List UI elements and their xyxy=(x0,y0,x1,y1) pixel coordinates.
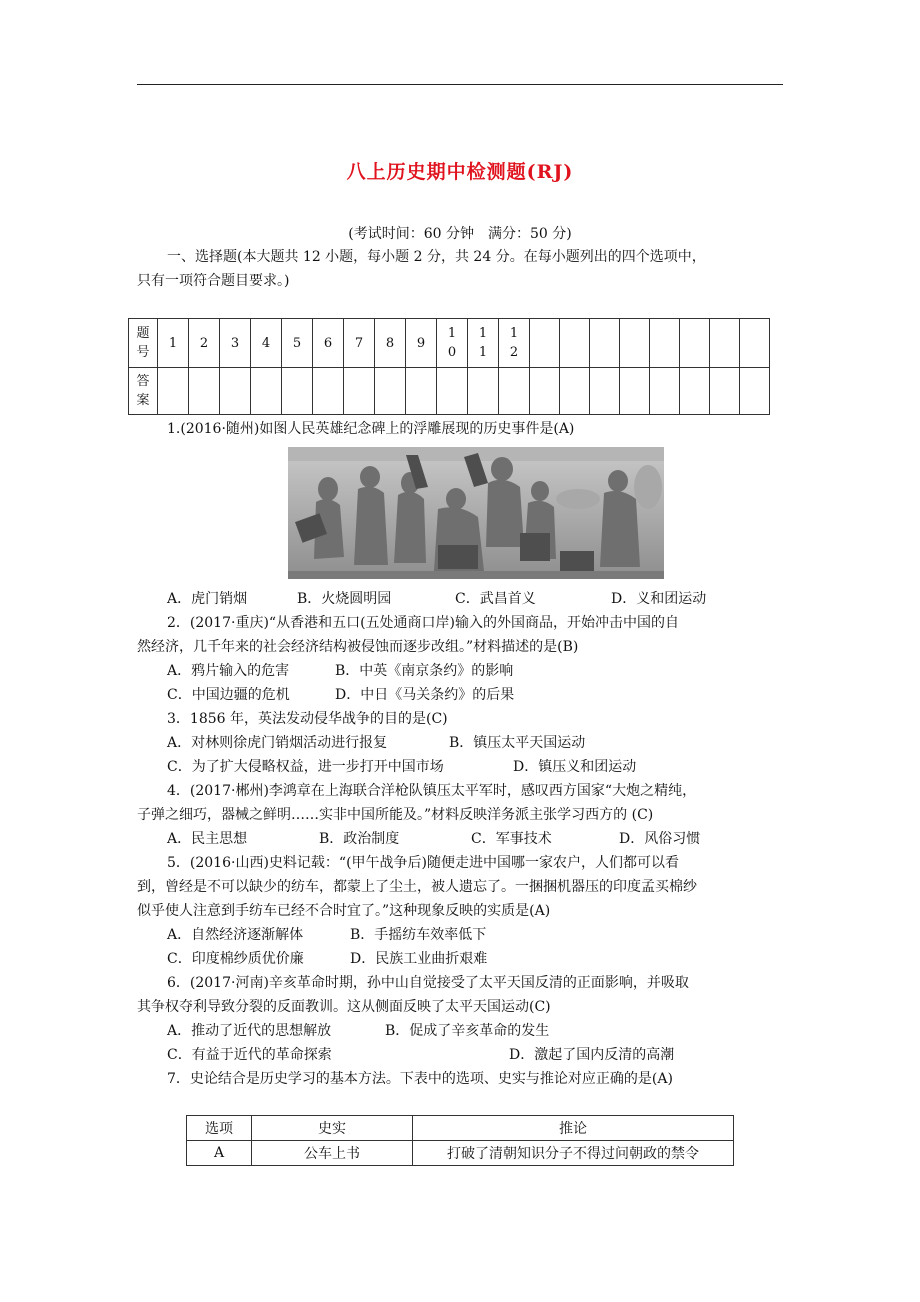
grid-empty xyxy=(590,368,620,415)
grid-empty xyxy=(740,319,770,368)
page-title: 八上历史期中检测题(RJ) xyxy=(346,161,574,183)
q7-table xyxy=(186,1115,734,1166)
grid-number: 1 xyxy=(158,319,189,368)
grid-empty xyxy=(620,319,650,368)
grid-number: 1 1 xyxy=(468,319,499,368)
grid-number: 4 xyxy=(251,319,282,368)
table-cell: 打破了清朝知识分子不得过问朝政的禁令 xyxy=(413,1141,734,1166)
option-d[interactable]: D．民族工业曲折艰难 xyxy=(350,951,488,967)
answer-cell[interactable] xyxy=(158,368,189,415)
option-c[interactable]: C．武昌首义 xyxy=(455,591,536,607)
q4-stem: 4．(2017·郴州)李鸿章在上海联合洋枪队镇压太平军时，感叹西方国家“大炮之精纯， xyxy=(167,783,697,799)
q3-options-row2 xyxy=(137,757,813,777)
option-b[interactable]: B．促成了辛亥革命的发生 xyxy=(385,1023,550,1039)
option-a[interactable]: A．推动了近代的思想解放 xyxy=(167,1023,332,1039)
answer-cell[interactable] xyxy=(189,368,220,415)
grid-number: 1 2 xyxy=(499,319,530,368)
grid-number: 3 xyxy=(220,319,251,368)
table-header: 选项 xyxy=(187,1116,252,1141)
q4-stem-cont: 子弹之细巧，器械之鲜明……实非中国所能及。”材料反映洋务派主张学习西方的 (C) xyxy=(137,807,654,823)
option-d[interactable]: D．镇压义和团运动 xyxy=(513,759,637,775)
answer-cell[interactable] xyxy=(220,368,251,415)
answer-cell[interactable] xyxy=(313,368,344,415)
option-a[interactable]: A．对林则徐虎门销烟活动进行报复 xyxy=(167,735,388,751)
option-c[interactable]: C．军事技术 xyxy=(471,831,552,847)
grid-empty xyxy=(740,368,770,415)
option-c[interactable]: C．中国边疆的危机 xyxy=(167,687,290,703)
header-rule xyxy=(137,84,783,85)
q5-options-row1 xyxy=(137,925,813,945)
q6-options-row1 xyxy=(137,1021,813,1041)
grid-empty xyxy=(560,319,590,368)
table-header: 推论 xyxy=(413,1116,734,1141)
option-d[interactable]: D．激起了国内反清的高潮 xyxy=(509,1047,675,1063)
option-b[interactable]: B．火烧圆明园 xyxy=(297,591,392,607)
option-d[interactable]: D．风俗习惯 xyxy=(619,831,701,847)
answer-cell[interactable] xyxy=(406,368,437,415)
answer-cell[interactable] xyxy=(251,368,282,415)
table-cell: A xyxy=(187,1141,252,1166)
grid-empty xyxy=(560,368,590,415)
exam-info: (考试时间：60 分钟 满分：50 分) xyxy=(348,226,572,242)
monument-relief-image xyxy=(288,447,664,579)
grid-empty xyxy=(680,368,710,415)
q2-stem-cont: 然经济，几千年来的社会经济结构被侵蚀而逐步改组。”材料描述的是(B) xyxy=(137,639,579,655)
table-cell: 公车上书 xyxy=(252,1141,413,1166)
grid-empty xyxy=(530,368,560,415)
option-d[interactable]: D．中日《马关条约》的后果 xyxy=(335,687,515,703)
grid-empty xyxy=(710,368,740,415)
table-row xyxy=(187,1141,734,1166)
grid-number: 6 xyxy=(313,319,344,368)
q1-options xyxy=(137,589,813,609)
answer-cell[interactable] xyxy=(437,368,468,415)
option-a[interactable]: A．自然经济逐渐解体 xyxy=(167,927,304,943)
option-a[interactable]: A．民主思想 xyxy=(167,831,248,847)
option-b[interactable]: B．镇压太平天国运动 xyxy=(449,735,586,751)
q6-stem: 6．(2017·河南)辛亥革命时期，孙中山自觉接受了太平天国反清的正面影响，并吸取 xyxy=(167,975,689,991)
grid-label-number: 题 号 xyxy=(129,319,158,368)
grid-number: 9 xyxy=(406,319,437,368)
grid-number: 1 0 xyxy=(437,319,468,368)
grid-number: 7 xyxy=(344,319,375,368)
q3-options-row1 xyxy=(137,733,813,753)
grid-empty xyxy=(710,319,740,368)
q6-options-row2 xyxy=(137,1045,813,1065)
answer-grid xyxy=(128,318,770,415)
grid-empty xyxy=(650,368,680,415)
grid-empty xyxy=(650,319,680,368)
q5-stem-cont: 似乎使人注意到手纺车已经不合时宜了。”这种现象反映的实质是(A) xyxy=(137,903,551,919)
q7-stem: 7．史论结合是历史学习的基本方法。下表中的选项、史实与推论对应正确的是(A) xyxy=(167,1071,673,1087)
option-b[interactable]: B．中英《南京条约》的影响 xyxy=(335,663,514,679)
q6-stem-cont: 其争权夺利导致分裂的反面教训。这从侧面反映了太平天国运动(C) xyxy=(137,999,551,1015)
option-b[interactable]: B．手摇纺车效率低下 xyxy=(350,927,487,943)
section-heading: 一、选择题(本大题共 12 小题，每小题 2 分，共 24 分。在每小题列出的四个选项中， xyxy=(167,249,706,265)
grid-label-answer: 答 案 xyxy=(129,368,158,415)
grid-number: 8 xyxy=(375,319,406,368)
grid-empty xyxy=(620,368,650,415)
grid-number: 2 xyxy=(189,319,220,368)
q2-options-row1 xyxy=(137,661,813,681)
option-b[interactable]: B．政治制度 xyxy=(319,831,400,847)
answer-cell[interactable] xyxy=(282,368,313,415)
answer-cell[interactable] xyxy=(499,368,530,415)
answer-cell[interactable] xyxy=(468,368,499,415)
option-d[interactable]: D．义和团运动 xyxy=(611,591,707,607)
q2-stem: 2．(2017·重庆)“从香港和五口(五处通商口岸)输入的外国商品，开始冲击中国的自 xyxy=(167,615,679,631)
q5-stem: 5．(2016·山西)史料记载：“(甲午战争后)随便走进中国哪一家农户，人们都可以看 xyxy=(167,855,679,871)
grid-number: 5 xyxy=(282,319,313,368)
answer-cell[interactable] xyxy=(344,368,375,415)
option-a[interactable]: A．虎门销烟 xyxy=(167,591,248,607)
q4-options xyxy=(137,829,813,849)
answer-cell[interactable] xyxy=(375,368,406,415)
option-a[interactable]: A．鸦片输入的危害 xyxy=(167,663,290,679)
q5-stem-cont: 到，曾经是不可以缺少的纺车，都蒙上了尘土，被人遗忘了。一捆捆机器压的印度孟买棉纱 xyxy=(137,879,697,895)
section-heading-cont: 只有一项符合题目要求。) xyxy=(137,273,290,289)
grid-empty xyxy=(530,319,560,368)
option-c[interactable]: C．印度棉纱质优价廉 xyxy=(167,951,304,967)
grid-empty xyxy=(680,319,710,368)
q3-stem: 3．1856 年，英法发动侵华战争的目的是(C) xyxy=(167,711,448,727)
grid-empty xyxy=(590,319,620,368)
table-header: 史实 xyxy=(252,1116,413,1141)
q1-stem: 1.(2016·随州)如图人民英雄纪念碑上的浮雕展现的历史事件是(A) xyxy=(167,421,575,437)
option-c[interactable]: C．为了扩大侵略权益，进一步打开中国市场 xyxy=(167,759,444,775)
option-c[interactable]: C．有益于近代的革命探索 xyxy=(167,1047,332,1063)
q5-options-row2 xyxy=(137,949,813,969)
q2-options-row2 xyxy=(137,685,813,705)
